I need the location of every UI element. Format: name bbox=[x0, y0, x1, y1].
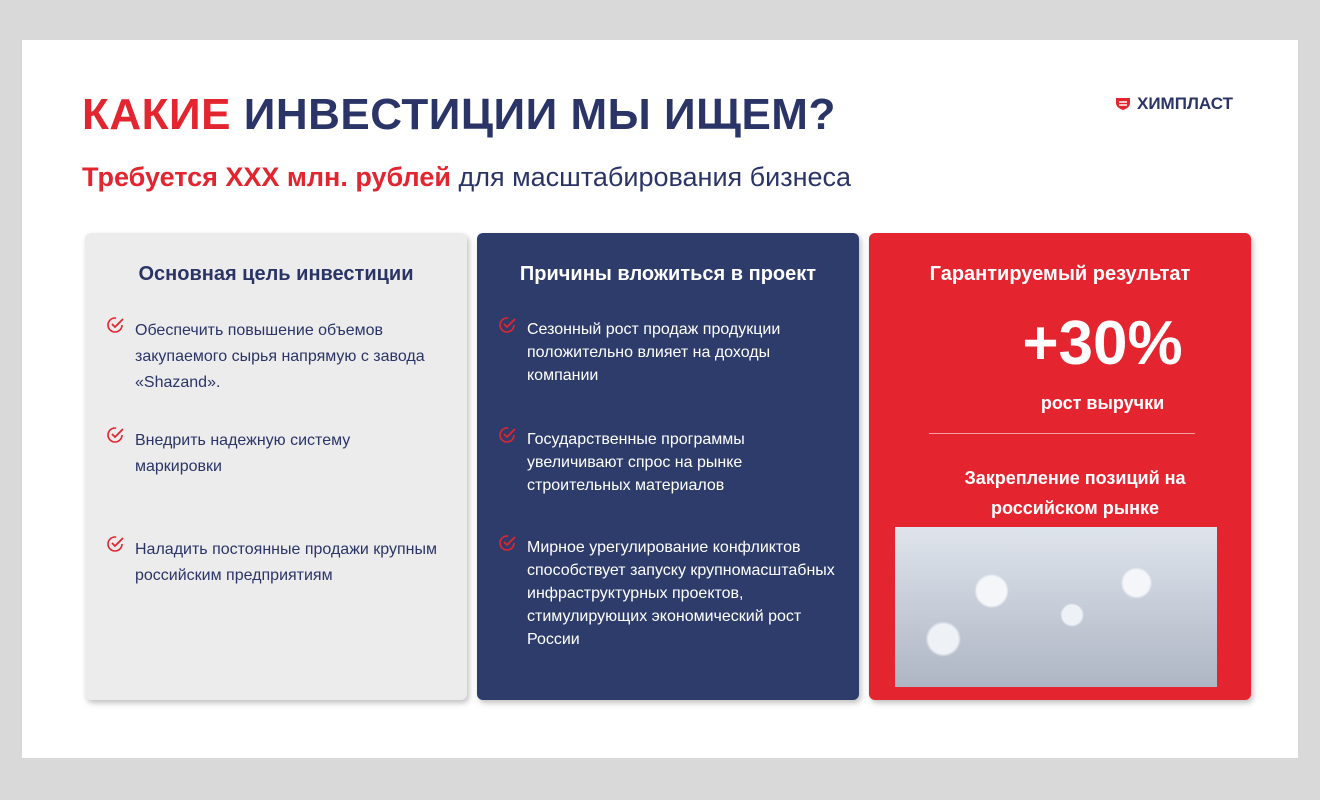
check-icon bbox=[499, 316, 517, 334]
card-heading: Гарантируемый результат bbox=[929, 263, 1191, 285]
logo-shield-icon bbox=[1115, 97, 1131, 111]
check-icon bbox=[499, 534, 517, 552]
card-heading: Причины вложиться в проект bbox=[519, 263, 817, 285]
subtitle-rest: для масштабирования бизнеса bbox=[458, 162, 852, 192]
item-text: Мирное урегулирование конфликтов способствует запуску крупномасштабных инфраструктурных проектов, стимулирующих экономический рост России bbox=[527, 539, 835, 648]
plastic-pellets-image bbox=[895, 527, 1217, 687]
check-icon bbox=[499, 426, 517, 444]
subtitle-accent: Требуется XXX млн. рублей bbox=[82, 162, 451, 192]
card-reasons bbox=[477, 233, 859, 700]
list-item bbox=[107, 428, 427, 480]
card-heading: Основная цель инвестиции bbox=[138, 263, 414, 285]
check-icon bbox=[107, 316, 125, 334]
item-text: Наладить постоянные продажи крупным российским предприятиям bbox=[135, 541, 438, 584]
list-item bbox=[499, 536, 849, 651]
market-position bbox=[869, 463, 1251, 523]
growth-value: +30% bbox=[1022, 309, 1183, 378]
market-position-text: Закрепление позиций на российском рынке bbox=[964, 468, 1186, 518]
list-item bbox=[499, 318, 829, 387]
list-item bbox=[499, 428, 809, 497]
check-icon bbox=[107, 535, 125, 553]
card-guaranteed-result bbox=[869, 233, 1251, 700]
page-title bbox=[82, 90, 836, 140]
slide bbox=[22, 40, 1298, 758]
list-item bbox=[107, 318, 447, 396]
item-text: Государственные программы увеличивают спрос на рынке строительных материалов bbox=[527, 431, 745, 494]
logo bbox=[1115, 94, 1233, 114]
title-rest: ИНВЕСТИЦИИ МЫ ИЩЕМ? bbox=[243, 90, 836, 139]
title-accent: КАКИЕ bbox=[82, 90, 231, 139]
growth-label: рост выручки bbox=[1040, 393, 1165, 413]
list-item bbox=[107, 537, 457, 589]
subtitle bbox=[82, 162, 851, 193]
logo-text: ХИМПЛАСТ bbox=[1137, 94, 1233, 113]
divider bbox=[929, 433, 1195, 434]
item-text: Обеспечить повышение объемов закупаемого сырья напрямую с завода «Shazand». bbox=[135, 322, 425, 391]
item-text: Сезонный рост продаж продукции положительно влияет на доходы компании bbox=[527, 321, 781, 384]
card-investment-goal bbox=[85, 233, 467, 700]
check-icon bbox=[107, 426, 125, 444]
item-text: Внедрить надежную систему маркировки bbox=[135, 432, 351, 475]
